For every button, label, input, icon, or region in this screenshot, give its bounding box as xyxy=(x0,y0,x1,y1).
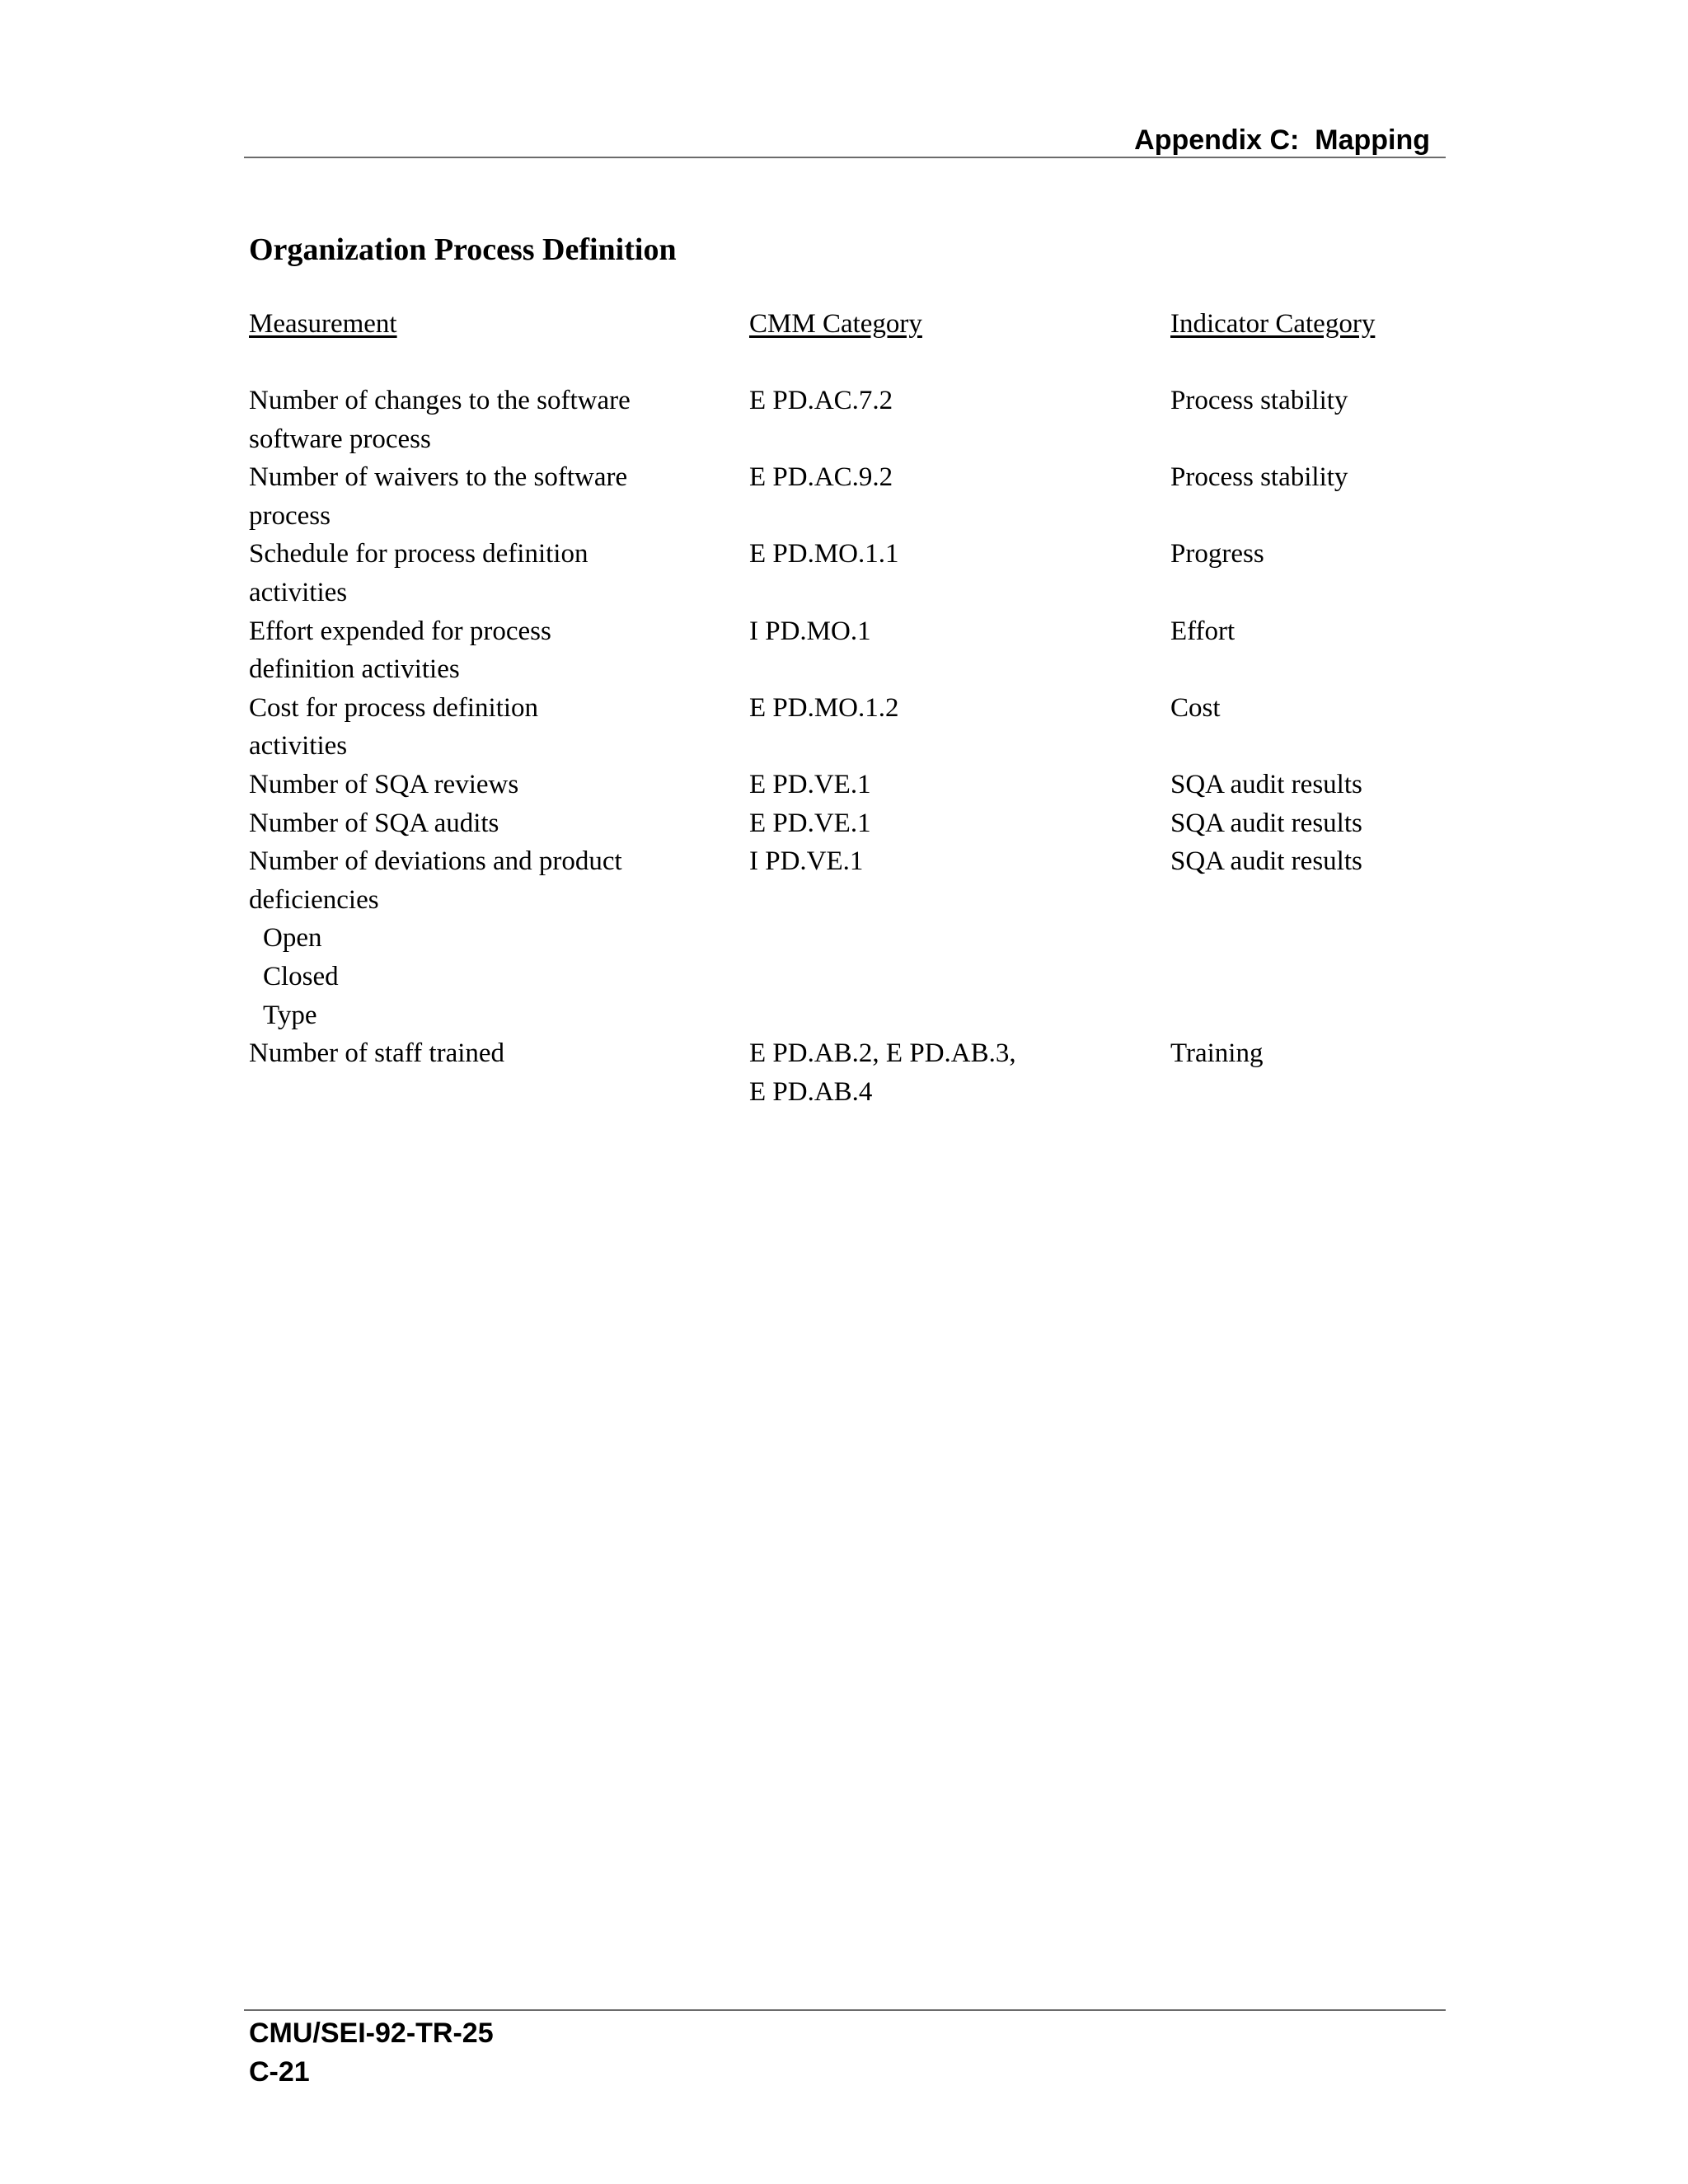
header-rule xyxy=(244,157,1446,158)
cmm-category-text: I PD.VE.1 xyxy=(749,846,864,877)
table-row xyxy=(249,1034,1446,1111)
column-header-indicator-category: Indicator Category xyxy=(1170,309,1376,339)
indicator-category-text: Cost xyxy=(1170,692,1221,723)
mapping-table xyxy=(249,382,1446,1111)
running-header: Appendix C: Mapping xyxy=(1134,124,1430,156)
indicator-category-text: Process stability xyxy=(1170,462,1348,493)
measurement-text: Schedule for process definition xyxy=(249,539,588,569)
table-row xyxy=(249,612,1446,689)
indicator-category-cell xyxy=(1170,612,1446,651)
table-row xyxy=(249,535,1446,612)
indicator-category-cell xyxy=(1170,1034,1446,1073)
measurement-sub-item: Type xyxy=(263,1000,317,1030)
measurement-text: software process xyxy=(249,424,431,454)
indicator-category-text: SQA audit results xyxy=(1170,846,1362,877)
report-number: CMU/SEI-92-TR-25 xyxy=(249,2018,494,2049)
cmm-category-cell xyxy=(749,842,1170,881)
cmm-category-text: E PD.MO.1.1 xyxy=(749,539,899,569)
cmm-category-text: E PD.AC.7.2 xyxy=(749,386,893,415)
indicator-category-text: Progress xyxy=(1170,539,1264,569)
cmm-category-text: I PD.MO.1 xyxy=(749,616,871,646)
indicator-category-cell xyxy=(1170,382,1446,420)
indicator-category-text: SQA audit results xyxy=(1170,808,1362,838)
measurement-cell xyxy=(249,689,749,766)
indicator-category-cell xyxy=(1170,458,1446,497)
indicator-category-text: SQA audit results xyxy=(1170,769,1362,799)
indicator-category-cell xyxy=(1170,689,1446,728)
measurement-cell xyxy=(249,1034,749,1073)
measurement-text: deficiencies xyxy=(249,884,379,915)
measurement-text: Number of SQA audits xyxy=(249,808,499,838)
cmm-category-cell xyxy=(749,1034,1170,1111)
cmm-category-text: E PD.VE.1 xyxy=(749,769,871,799)
indicator-category-text: Training xyxy=(1170,1038,1264,1069)
measurement-cell xyxy=(249,458,749,535)
measurement-cell xyxy=(249,535,749,612)
measurement-cell xyxy=(249,382,749,458)
cmm-category-cell xyxy=(749,766,1170,804)
table-row xyxy=(249,689,1446,766)
measurement-cell xyxy=(249,842,749,1034)
measurement-cell xyxy=(249,766,749,804)
measurement-text: activities xyxy=(249,731,348,762)
indicator-category-cell xyxy=(1170,804,1446,843)
measurement-text: process xyxy=(249,500,331,531)
cmm-category-cell xyxy=(749,689,1170,728)
cmm-category-cell xyxy=(749,458,1170,497)
measurement-text: Number of deviations and product xyxy=(249,846,622,877)
column-header-measurement: Measurement xyxy=(249,309,397,339)
measurement-sub-item: Open xyxy=(263,923,322,954)
measurement-sub-item: Closed xyxy=(263,961,339,991)
measurement-text: Number of staff trained xyxy=(249,1038,505,1069)
measurement-text: definition activities xyxy=(249,654,460,685)
cmm-category-text: E PD.AB.2, E PD.AB.3, xyxy=(749,1038,1016,1069)
indicator-category-cell xyxy=(1170,842,1446,881)
indicator-category-text: Effort xyxy=(1170,616,1236,646)
section-title: Organization Process Definition xyxy=(249,232,677,267)
cmm-category-cell xyxy=(749,804,1170,843)
measurement-text: activities xyxy=(249,577,348,607)
measurement-text: Number of changes to the software xyxy=(249,386,631,415)
cmm-category-text: E PD.VE.1 xyxy=(749,808,871,838)
table-row xyxy=(249,766,1446,804)
cmm-category-text: E PD.MO.1.2 xyxy=(749,692,899,723)
indicator-category-text: Process stability xyxy=(1170,386,1348,415)
indicator-category-cell xyxy=(1170,766,1446,804)
measurement-text: Effort expended for process xyxy=(249,616,551,646)
page-number: C-21 xyxy=(249,2056,310,2088)
table-row xyxy=(249,458,1446,535)
table-row xyxy=(249,804,1446,843)
cmm-category-text: E PD.AC.9.2 xyxy=(749,462,893,493)
measurement-cell xyxy=(249,804,749,843)
cmm-category-cell xyxy=(749,382,1170,420)
measurement-text: Number of waivers to the software xyxy=(249,462,628,493)
measurement-text: Cost for process definition xyxy=(249,692,539,723)
measurement-cell xyxy=(249,612,749,689)
table-row xyxy=(249,842,1446,1034)
column-header-cmm-category: CMM Category xyxy=(749,309,922,339)
cmm-category-text: E PD.AB.4 xyxy=(749,1076,873,1107)
footer-rule xyxy=(244,2009,1446,2011)
table-row xyxy=(249,382,1446,458)
cmm-category-cell xyxy=(749,535,1170,574)
cmm-category-cell xyxy=(749,612,1170,651)
indicator-category-cell xyxy=(1170,535,1446,574)
measurement-text: Number of SQA reviews xyxy=(249,769,519,799)
